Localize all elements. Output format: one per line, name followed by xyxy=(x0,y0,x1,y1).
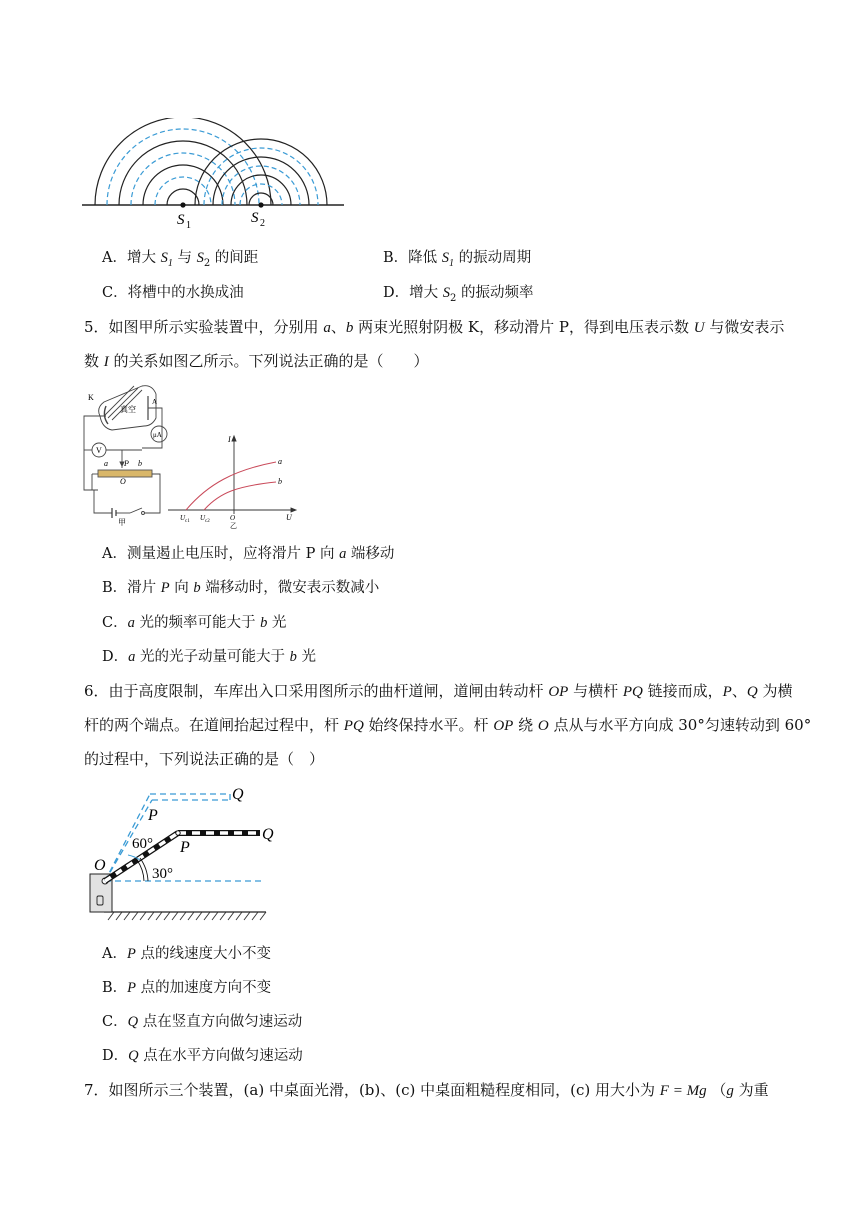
q4-option-d[interactable]: D．增大 $S_2$ 的振动频率 xyxy=(383,285,534,304)
q5-option-a[interactable]: A．测量遏止电压时，应将滑片 P 向 a 端移动 xyxy=(102,546,395,562)
angle-30-label: 30° xyxy=(152,866,173,882)
p-label: P xyxy=(180,839,190,856)
q-top-label: Q xyxy=(232,786,244,803)
q6-option-d[interactable]: D．Q 点在水平方向做匀速运动 xyxy=(102,1048,303,1064)
q5-option-c[interactable]: C．a 光的频率可能大于 b 光 xyxy=(102,615,287,631)
iu-curve-figure xyxy=(168,432,300,530)
s1-label: S xyxy=(177,212,185,228)
q5-stem-line2: 数 I 的关系如图乙所示。下列说法正确的是（ ） xyxy=(84,352,429,370)
q6-stem-line2: 杆的两个端点。在道闸抬起过程中，杆 PQ 始终保持水平。杆 OP 绕 O 点从与水平方向成 30°匀速转动到 60° xyxy=(84,716,812,734)
angle-60-label: 60° xyxy=(132,836,153,852)
q5-option-b[interactable]: B．滑片 P 向 b 端移动时，微安表示数减小 xyxy=(102,580,380,596)
svg-text:O: O xyxy=(120,477,126,486)
q5-stem-line1: 5．如图甲所示实验装置中，分别用 a、b 两束光照射阴极 K，移动滑片 P，得到电压表示数 U 与微安表示 xyxy=(84,318,785,336)
q6-stem-line3: 的过程中，下列说法正确的是（ ） xyxy=(84,750,325,768)
q6-stem-line1: 6．由于高度限制，车库出入口采用图所示的曲杆道闸，道闸由转动杆 OP 与横杆 PQ 链接而成，P、Q 为横 xyxy=(84,682,793,700)
s2-label: S xyxy=(251,210,259,226)
svg-text:b: b xyxy=(138,459,142,468)
q-label: Q xyxy=(262,826,274,843)
svg-text:O: O xyxy=(230,514,236,522)
svg-text:乙: 乙 xyxy=(230,522,237,530)
svg-text:c1: c1 xyxy=(185,519,190,524)
svg-text:U: U xyxy=(200,514,206,522)
svg-text:b: b xyxy=(278,477,282,486)
q6-option-a[interactable]: A．P 点的线速度大小不变 xyxy=(102,946,271,962)
barrier-gate-figure xyxy=(84,778,284,928)
q6-option-c[interactable]: C．Q 点在竖直方向做匀速运动 xyxy=(102,1014,303,1030)
q6-option-b[interactable]: B．P 点的加速度方向不变 xyxy=(102,980,272,996)
svg-text:μA: μA xyxy=(153,431,162,439)
svg-text:P: P xyxy=(124,459,129,468)
photoelectric-circuit-figure xyxy=(82,378,180,526)
svg-text:U: U xyxy=(180,514,186,522)
q4-option-c[interactable]: C．将槽中的水换成油 xyxy=(102,285,244,301)
p-top-label: P xyxy=(148,807,158,824)
s2-sub: 2 xyxy=(260,218,265,229)
svg-text:a: a xyxy=(104,459,108,468)
s1-sub: 1 xyxy=(186,220,191,231)
wave-interference-figure xyxy=(78,118,348,233)
svg-text:V: V xyxy=(96,446,102,455)
o-label: O xyxy=(94,857,106,874)
svg-text:甲: 甲 xyxy=(118,518,126,526)
q4-option-a[interactable]: A．增大 $S_1$ 与 $S_2$ 的间距 xyxy=(102,250,259,269)
q4-option-b[interactable]: B．降低 $S_1$ 的振动周期 xyxy=(383,250,532,269)
q5-option-d[interactable]: D．a 光的光子动量可能大于 b 光 xyxy=(102,649,316,665)
svg-text:a: a xyxy=(278,457,282,466)
q7-stem-line1: 7．如图所示三个装置，(a) 中桌面光滑，(b)、(c) 中桌面粗糙程度相同，(c) 用大小为 F = Mg （g 为重 xyxy=(84,1081,769,1099)
svg-text:K: K xyxy=(88,393,94,402)
svg-text:c2: c2 xyxy=(205,519,210,524)
svg-text:I: I xyxy=(228,435,231,444)
svg-text:真空: 真空 xyxy=(120,405,136,414)
svg-text:A: A xyxy=(152,398,158,406)
svg-text:U: U xyxy=(286,513,292,522)
